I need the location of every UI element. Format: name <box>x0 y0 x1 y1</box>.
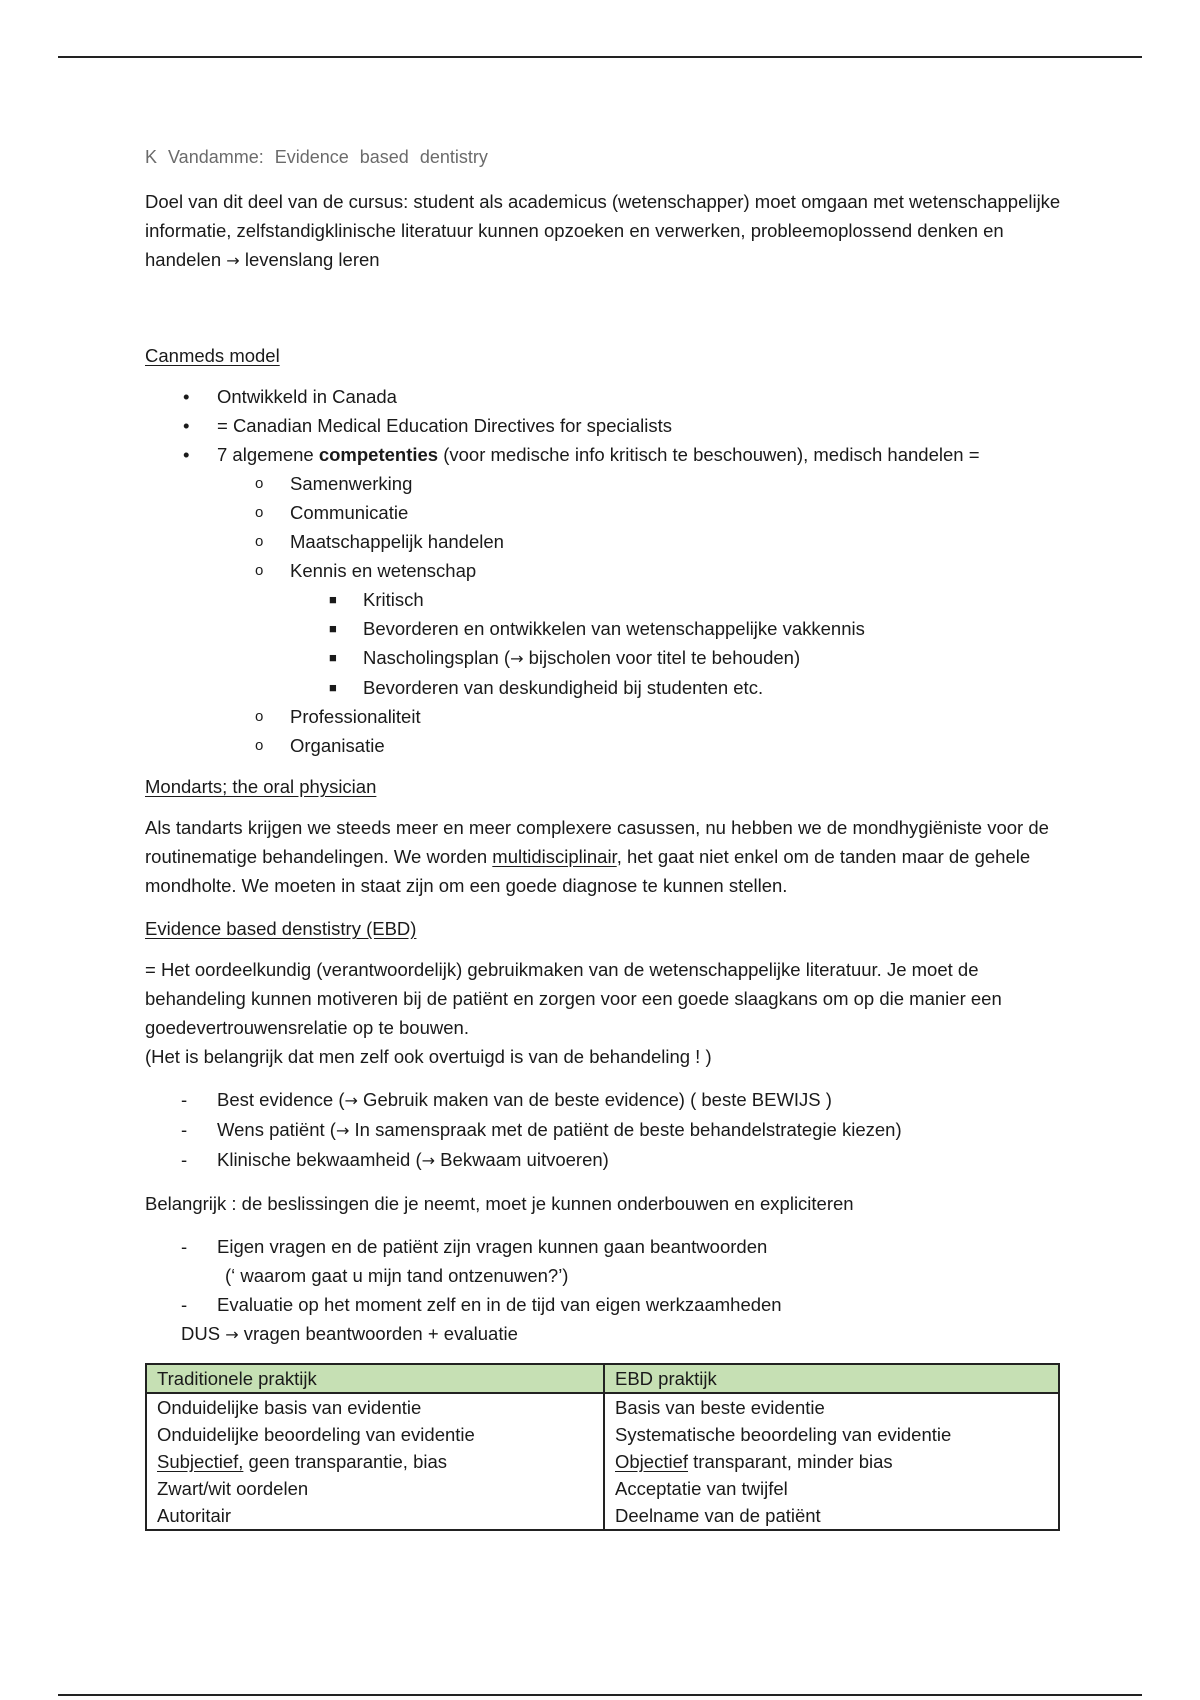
table-row <box>146 1393 1059 1421</box>
square-bullet-icon: ■ <box>329 621 337 636</box>
dus-line: DUS → vragen beantwoorden + evaluatie <box>181 1323 518 1344</box>
table-row <box>146 1421 1059 1448</box>
dash-icon: - <box>181 1089 188 1110</box>
table-cell: Subjectief, geen transparantie, bias <box>146 1448 604 1475</box>
competenties-bold: competenties <box>318 444 439 465</box>
dash-icon: - <box>181 1236 188 1257</box>
table-row <box>146 1448 1059 1475</box>
questions-list <box>145 1232 1065 1319</box>
arrow-icon: → <box>510 649 524 668</box>
ebd-points-list <box>145 1085 1065 1175</box>
table-cell: Deelname van de patiënt <box>604 1502 1059 1530</box>
table-row <box>146 1475 1059 1502</box>
circle-bullet-icon: o <box>255 708 264 725</box>
circle-bullet-icon: o <box>255 504 264 521</box>
list-item: o Professionaliteit <box>145 702 1065 731</box>
circle-bullet-icon: o <box>255 562 264 579</box>
square-bullet-icon: ■ <box>329 680 337 695</box>
canmeds-heading: Canmeds model <box>145 345 280 366</box>
list-item: ■ Bevorderen en ontwikkelen van wetenschappelijke vakkennis <box>145 614 1065 643</box>
list-item: - Klinische bekwaamheid (→ Bekwaam uitvoeren) <box>145 1145 1065 1175</box>
list-item: • = Canadian Medical Education Directives for specialists <box>145 411 1065 440</box>
circle-bullet-icon: o <box>255 737 264 754</box>
page-header: K Vandamme: Evidence based dentistry <box>145 147 488 167</box>
table-cell: Basis van beste evidentie <box>604 1393 1059 1421</box>
list-item: o Samenwerking <box>145 469 1065 498</box>
bullet-icon: • <box>183 386 190 407</box>
ebd-note: (Het is belangrijk dat men zelf ook overtuigd is van de behandeling ! ) <box>145 1046 712 1067</box>
bottom-rule <box>58 1694 1142 1696</box>
dash-icon: - <box>181 1294 188 1315</box>
arrow-icon: → <box>421 1151 436 1170</box>
intro-tail: levenslang leren <box>244 249 380 270</box>
list-item: o Kennis en wetenschap <box>145 556 1065 585</box>
important-line: Belangrijk : de beslissingen die je neemt, moet je kunnen onderbouwen en expliciteren <box>145 1193 854 1214</box>
document-body <box>145 143 1065 1531</box>
ebd-definition: = Het oordeelkundig (verantwoordelijk) gebruikmaken van de wetenschappelijke literatuur. Je moet de behandeling kunnen motiveren bij de patiënt en zorgen voor een goede slaagkans om op die manier een goedevertrouwensrelatie op te bouwen. <box>145 959 1002 1038</box>
dash-icon: - <box>181 1119 188 1140</box>
canmeds-list <box>145 382 1065 760</box>
list-item: ■ Nascholingsplan (→ bijscholen voor titel te behouden) <box>145 643 1065 673</box>
square-bullet-icon: ■ <box>329 592 337 607</box>
square-bullet-icon: ■ <box>329 650 337 665</box>
dash-icon: - <box>181 1149 188 1170</box>
table-header-row <box>146 1364 1059 1393</box>
table-cell: Onduidelijke basis van evidentie <box>146 1393 604 1421</box>
circle-bullet-icon: o <box>255 533 264 550</box>
table-cell: Objectief transparant, minder bias <box>604 1448 1059 1475</box>
circle-bullet-icon: o <box>255 475 264 492</box>
mondarts-heading: Mondarts; the oral physician <box>145 776 377 797</box>
top-rule <box>58 56 1142 58</box>
table-cell: Acceptatie van twijfel <box>604 1475 1059 1502</box>
list-item: o Communicatie <box>145 498 1065 527</box>
table-row <box>146 1502 1059 1530</box>
list-item: ■ Kritisch <box>145 585 1065 614</box>
list-item: o Maatschappelijk handelen <box>145 527 1065 556</box>
list-item: - Evaluatie op het moment zelf en in de tijd van eigen werkzaamheden <box>145 1290 1065 1319</box>
comparison-table <box>145 1363 1060 1531</box>
table-cell: Zwart/wit oordelen <box>146 1475 604 1502</box>
arrow-icon: → <box>335 1121 350 1140</box>
list-item-continuation: (‘ waarom gaat u mijn tand ontzenuwen?’) <box>225 1265 569 1286</box>
arrow-icon: → <box>344 1091 358 1110</box>
arrow-icon: → <box>226 251 240 270</box>
table-cell: Systematische beoordeling van evidentie <box>604 1421 1059 1448</box>
list-item: - Best evidence (→ Gebruik maken van de beste evidence) ( beste BEWIJS ) <box>145 1085 1065 1115</box>
arrow-icon: → <box>225 1325 239 1344</box>
intro-text: Doel van dit deel van de cursus: student als academicus (wetenschapper) moet omgaan met wetenschappelijke informatie, zelfstandigklinische literatuur kunnen opzoeken en verwerken, probleemoplossend denken en handelen <box>145 191 1061 270</box>
ebd-heading: Evidence based denstistry (EBD) <box>145 918 417 939</box>
multidisciplinair-underlined: multidisciplinair <box>492 846 617 867</box>
list-item: - Eigen vragen en de patiënt zijn vragen kunnen gaan beantwoorden <box>145 1232 1065 1261</box>
list-item: • 7 algemene competenties (voor medische info kritisch te beschouwen), medisch handelen = <box>145 440 1065 469</box>
list-item: ■ Bevorderen van deskundigheid bij studenten etc. <box>145 673 1065 702</box>
table-cell: Onduidelijke beoordeling van evidentie <box>146 1421 604 1448</box>
mondarts-paragraph: Als tandarts krijgen we steeds meer en meer complexere casussen, nu hebben we de mondhygiëniste voor de routinematige behandelingen. We worden multidisciplinair, het gaat niet enkel om de tanden maar de gehele mondholte. We moeten in staat zijn om een goede diagnose te kunnen stellen. <box>145 817 1049 896</box>
intro-paragraph <box>145 187 1065 275</box>
list-item: o Organisatie <box>145 731 1065 760</box>
bullet-icon: • <box>183 415 190 436</box>
list-item: - Wens patiënt (→ In samenspraak met de patiënt de beste behandelstrategie kiezen) <box>145 1115 1065 1145</box>
table-header-ebd: EBD praktijk <box>604 1364 1059 1393</box>
table-cell: Autoritair <box>146 1502 604 1530</box>
list-item: • Ontwikkeld in Canada <box>145 382 1065 411</box>
table-header-traditioneel: Traditionele praktijk <box>146 1364 604 1393</box>
bullet-icon: • <box>183 444 190 465</box>
spacer <box>145 289 1065 341</box>
